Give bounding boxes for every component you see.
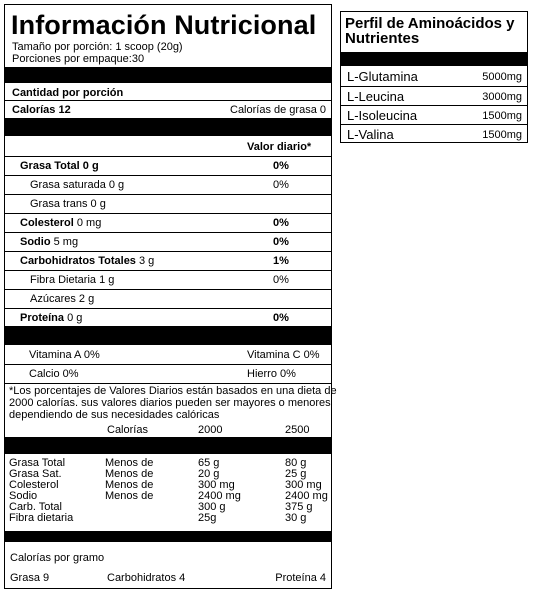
calories-from-fat: Calorías de grasa 0 [230, 104, 326, 116]
ref-value-2000: 65 g [198, 457, 220, 469]
mineral-row [5, 364, 331, 383]
servings-per-container: Porciones por empaque:30 [12, 53, 145, 65]
ref-value-2500: 25 g [285, 468, 307, 480]
nutrient-percent: 0% [273, 179, 289, 191]
amino-value: 3000mg [482, 91, 522, 103]
nutrient-amount: 0 g [67, 312, 83, 324]
amount-per-serving-row [5, 83, 331, 100]
nutrient-amount: 5 mg [53, 236, 79, 248]
calories-row [5, 100, 331, 118]
nutrient-amount: 0 g [82, 160, 99, 172]
amino-value: 1500mg [482, 110, 522, 122]
daily-value-header: Valor diario* [247, 141, 312, 153]
fat-per-gram: Grasa 9 [10, 572, 50, 584]
footnote-line: *Los porcentajes de Valores Diarios están basados en una dieta de [9, 385, 337, 397]
ref-value-2500: 300 mg [285, 479, 322, 491]
ref-value-2500: 80 g [285, 457, 307, 469]
ref-value-2500: 30 g [285, 512, 307, 524]
table-row [5, 213, 331, 232]
nutrient-name: Proteína [20, 312, 65, 324]
ref-value-2000: 20 g [198, 468, 220, 480]
ref-nutrient: Colesterol [9, 479, 59, 491]
table-row [5, 194, 331, 213]
ref-value-2000: 300 mg [198, 479, 235, 491]
calorie-header-2500: 2500 [285, 424, 310, 436]
ref-nutrient: Fibra dietaria [9, 512, 74, 524]
amino-name: L-Isoleucina [347, 108, 418, 123]
thick-divider [341, 52, 527, 66]
amino-name: L-Leucina [347, 89, 405, 104]
table-row [5, 175, 331, 194]
table-row [5, 251, 331, 270]
nutrient-percent: 0% [273, 217, 289, 229]
ref-qualifier: Menos de [105, 457, 154, 469]
ref-value-2500: 375 g [285, 501, 313, 513]
amino-value: 1500mg [482, 129, 522, 141]
amino-value: 5000mg [482, 71, 522, 83]
thick-divider [5, 531, 331, 542]
amino-name: L-Valina [347, 127, 394, 142]
list-item [341, 86, 527, 105]
thick-divider [5, 326, 331, 345]
table-row [5, 270, 331, 289]
protein-per-gram: Proteína 4 [275, 572, 326, 584]
nutrient-name: Azúcares 2 g [30, 293, 95, 305]
ref-nutrient: Grasa Total [9, 457, 66, 469]
amino-acid-profile-panel [340, 11, 528, 143]
nutrient-name: Grasa Total [20, 160, 80, 172]
amino-name: L-Glutamina [347, 69, 418, 84]
amino-title-line: Nutrientes [345, 30, 420, 47]
vitamin-a: Vitamina A 0% [29, 349, 100, 361]
ref-nutrient: Carb. Total [9, 501, 62, 513]
ref-qualifier: Menos de [105, 479, 154, 491]
ref-qualifier: Menos de [105, 468, 154, 480]
table-row [5, 512, 331, 524]
carbs-per-gram: Carbohidratos 4 [107, 572, 186, 584]
calorie-header-row [5, 423, 331, 437]
ref-nutrient: Sodio [9, 490, 38, 502]
ref-value-2000: 25g [198, 512, 217, 524]
amino-title [345, 16, 515, 46]
table-row [5, 308, 331, 326]
nutrient-name: Grasa saturada 0 g [30, 179, 125, 191]
list-item [341, 124, 527, 143]
nutrient-name: Colesterol [20, 217, 74, 229]
nutrient-percent: 1% [273, 255, 289, 267]
thick-divider [5, 118, 331, 136]
footnote-line: 2000 calorías. sus valores diarios pueden ser mayores o menores [9, 397, 331, 409]
footnote-line: dependiendo de sus necesidades calóricas [9, 409, 220, 421]
footnote [5, 383, 337, 423]
calorie-header-label: Calorías [107, 424, 148, 436]
table-row [5, 289, 331, 308]
amino-title-line: Perfil de Aminoácidos y [345, 15, 515, 32]
calorie-reference-table [5, 457, 331, 529]
nutrient-percent: 0% [273, 160, 289, 172]
calcium: Calcio 0% [29, 368, 79, 380]
thick-divider [5, 67, 331, 83]
daily-value-header-row [5, 136, 331, 156]
list-item [341, 67, 527, 86]
list-item [341, 105, 527, 124]
nutrient-name: Grasa trans 0 g [30, 198, 106, 210]
vitamin-row [5, 345, 331, 364]
vitamin-c: Vitamina C 0% [247, 349, 320, 361]
calories-label: Calorías 12 [12, 104, 71, 116]
nutrition-title: Información Nutricional [11, 10, 317, 40]
ref-nutrient: Grasa Sat. [9, 468, 62, 480]
nutrition-facts-panel [4, 4, 337, 589]
serving-size: Tamaño por porción: 1 scoop (20g) [12, 41, 183, 53]
ref-value-2000: 300 g [198, 501, 226, 513]
calorie-header-2000: 2000 [198, 424, 223, 436]
table-row [5, 156, 331, 175]
iron: Hierro 0% [247, 368, 296, 380]
nutrient-name: Sodio [20, 236, 51, 248]
calories-per-gram-label: Calorías por gramo [10, 552, 105, 564]
nutrient-percent: 0% [273, 236, 289, 248]
nutrient-name: Carbohidratos Totales [20, 255, 136, 267]
ref-value-2000: 2400 mg [198, 490, 241, 502]
nutrient-amount: 3 g [139, 255, 155, 267]
nutrient-percent: 0% [273, 274, 289, 286]
table-row [5, 232, 331, 251]
calories-per-gram-section [5, 542, 331, 588]
nutrient-amount: 0 mg [76, 217, 102, 229]
nutrient-name: Fibra Dietaria 1 g [30, 274, 115, 286]
ref-value-2500: 2400 mg [285, 490, 328, 502]
nutrient-percent: 0% [273, 312, 289, 324]
thick-divider [5, 437, 331, 454]
amount-per-serving-label: Cantidad por porción [12, 87, 124, 99]
ref-qualifier: Menos de [105, 490, 154, 502]
